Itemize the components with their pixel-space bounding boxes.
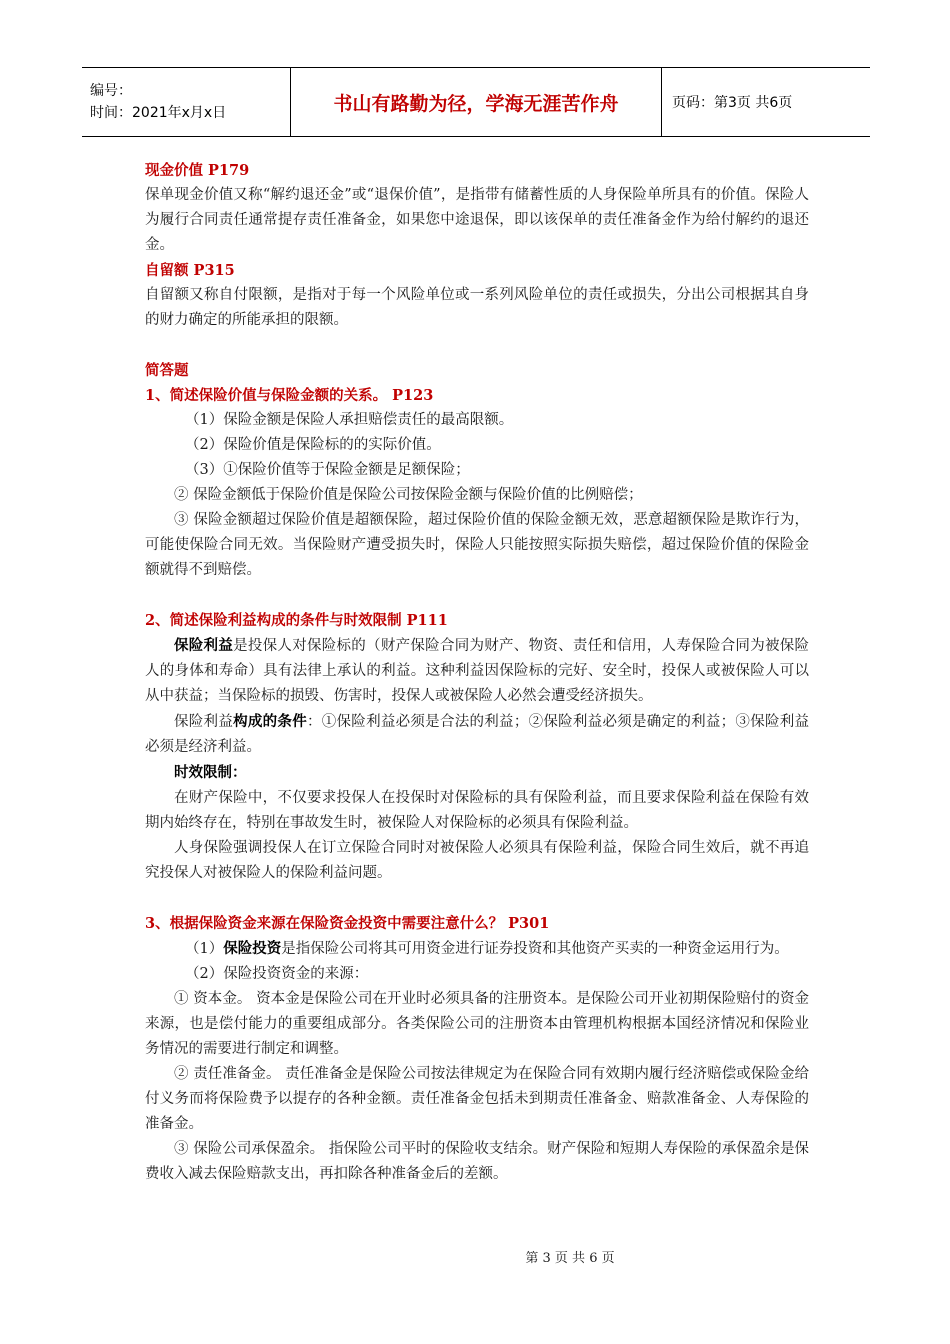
q2-term-conditions: 构成的条件 xyxy=(233,713,307,730)
q3-paragraph-5: ③ 保险公司承保盈余。 指保险公司平时的保险收支结余。财产保险和短期人寿保险的承保盈余是保费收入减去保险赔款支出，再扣除各种准备金后的差额。 xyxy=(145,1141,809,1182)
q1-point-1: （1）保险金额是保险人承担赔偿责任的最高限额。 xyxy=(185,412,514,428)
q1-point-5: ③ 保险金额超过保险价值是超额保险，超过保险价值的保险金额无效，恶意超额保险是欺诈行为，可能使保险合同无效。当保险财产遭受损失时，保险人只能按照实际损失赔偿，超过保险价值的保险金额就得不到赔偿。 xyxy=(145,512,809,578)
short-answer-title: 简答题 xyxy=(145,362,189,379)
q2-paragraph-4: 在财产保险中，不仅要求投保人在投保时对保险标的具有保险利益，而且要求保险利益在保险有效期内始终存在，特别在事故发生时，被保险人对保险标的必须具有保险利益。 xyxy=(145,790,809,831)
cash-value-title: 现金价值 P179 xyxy=(145,162,250,179)
header-meta xyxy=(82,68,290,136)
q2-paragraph-3 xyxy=(145,760,809,786)
spacer xyxy=(145,583,809,608)
q1-point-3: （3）①保险价值等于保险金额是足额保险； xyxy=(185,462,470,478)
q3-term-investment: 保险投资 xyxy=(223,940,282,957)
q3-title: 3、根据保险资金来源在保险资金投资中需要注意什么？ P301 xyxy=(145,915,550,932)
q2-p2-text: ：①保险利益必须是合法的利益；②保险利益必须是确定的利益；③保险利益必须是经济利益。 xyxy=(145,714,810,755)
page-footer xyxy=(0,1247,950,1266)
q3-p1-text: 是指保险公司将其可用资金进行证券投资和其他资产买卖的一种资金运用行为。 xyxy=(281,941,789,957)
spacer xyxy=(145,333,809,358)
spacer xyxy=(145,886,809,911)
q1-point-4: ② 保险金额低于保险价值是保险公司按保险金额与保险价值的比例赔偿； xyxy=(174,487,643,503)
header-motto xyxy=(290,68,662,136)
q2-p2-pre: 保险利益 xyxy=(174,714,234,730)
q3-paragraph-4: ② 责任准备金。 责任准备金是保险公司按法律规定为在保险合同有效期内履行经济赔偿或保险金给付义务而将保险费予以提存的各种金额。责任准备金包括未到期责任准备金、赔款准备金、人寿保险的准备金。 xyxy=(145,1066,809,1132)
header-page xyxy=(662,68,870,136)
q2-title: 2、简述保险利益构成的条件与时效限制 P111 xyxy=(145,612,448,629)
q2-p1-text: 是投保人对保险标的（财产保险合同为财产、物资、责任和信用，人寿保险合同为被保险人的身体和寿命）具有法律上承认的利益。这种利益因保险标的完好、安全时，投保人或被保险人可以从中获益；当保险标的损毁、伤害时，投保人或被保险人必然会遭受经济损失。 xyxy=(145,638,810,704)
footer-page-number: 第 3 页 共 6 页 xyxy=(525,1251,615,1266)
header-date: 时间：2021年x月x日 xyxy=(90,105,227,121)
q3-p1-pre: （1） xyxy=(185,941,224,957)
q3-paragraph-2: （2）保险投资资金的来源： xyxy=(185,966,369,982)
q2-term-time-limit: 时效限制： xyxy=(174,764,247,781)
cash-value-text: 保单现金价值又称“解约退还金”或“退保价值”，是指带有储蓄性质的人身保险单所具有的价值。保险人为履行合同责任通常提存责任准备金，如果您中途退保，即以该保单的责任准备金作为给付解约的退还金。 xyxy=(145,187,809,253)
header-page-label: 页码：第3页 共6页 xyxy=(672,95,793,111)
q2-paragraph-2 xyxy=(145,709,809,760)
q3-paragraph-3: ① 资本金。 资本金是保险公司在开业时必须具备的注册资本。是保险公司开业初期保险赔付的资金来源，也是偿付能力的重要组成部分。各类保险公司的注册资本由管理机构根据本国经济情况和保险业务情况的需要进行制定和调整。 xyxy=(145,991,809,1057)
q2-term-insurable-interest: 保险利益 xyxy=(174,637,234,654)
q1-point-2: （2）保险价值是保险标的的实际价值。 xyxy=(185,437,441,453)
header-number: 编号： xyxy=(90,83,132,99)
q1-title: 1、简述保险价值与保险金额的关系。 P123 xyxy=(145,387,434,404)
document-body xyxy=(145,158,809,1187)
q2-paragraph-1 xyxy=(145,633,809,709)
motto-text: 书山有路勤为径，学海无涯苦作舟 xyxy=(333,92,619,115)
page-header xyxy=(82,67,870,137)
retention-text: 自留额又称自付限额，是指对于每一个风险单位或一系列风险单位的责任或损失，分出公司根据其自身的财力确定的所能承担的限额。 xyxy=(145,287,809,328)
q3-paragraph-1 xyxy=(145,936,809,962)
retention-title: 自留额 P315 xyxy=(145,262,235,279)
q2-paragraph-5: 人身保险强调投保人在订立保险合同时对被保险人必须具有保险利益，保险合同生效后，就不再追究投保人对被保险人的保险利益问题。 xyxy=(145,840,809,881)
